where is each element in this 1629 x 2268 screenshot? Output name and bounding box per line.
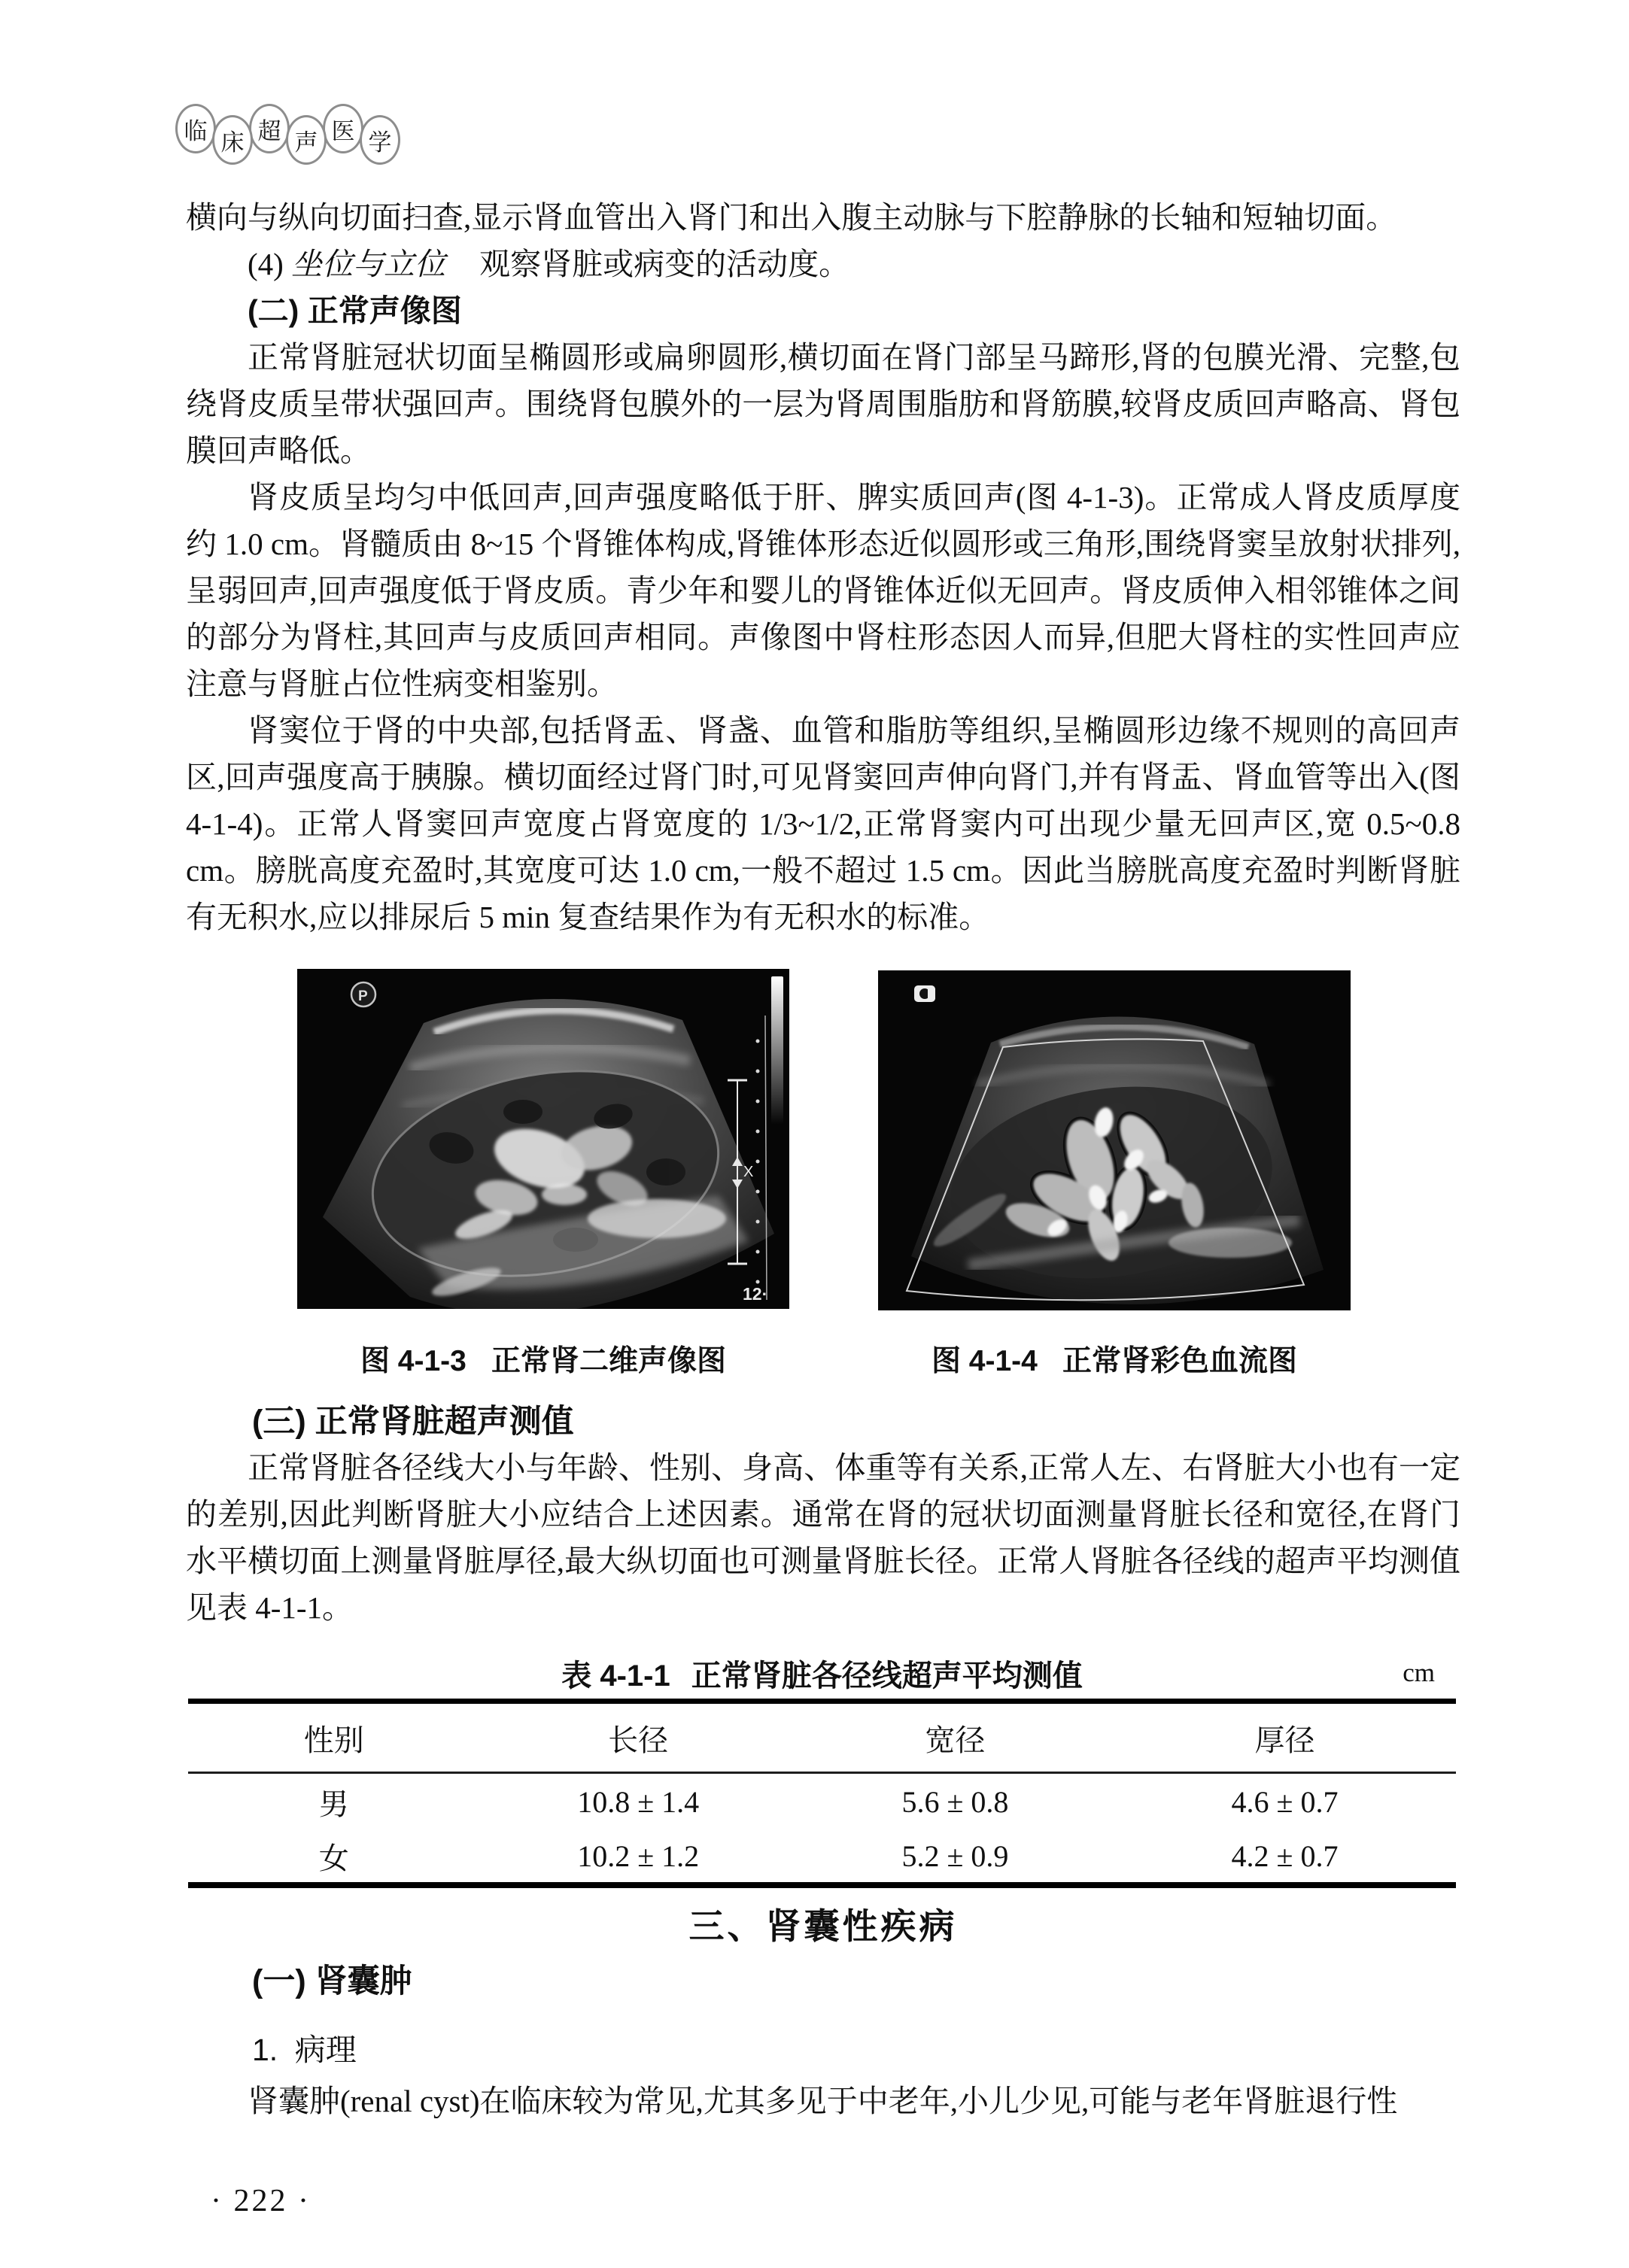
grayscale-bar <box>771 976 783 1124</box>
logo-char-oval <box>360 115 400 165</box>
book-series-logo <box>179 104 400 156</box>
paragraph-measurements <box>186 1444 1460 1631</box>
table-label: 表 4-1-1 <box>561 1659 670 1693</box>
table-header-row <box>188 1704 1456 1774</box>
body-line: 横向与纵向切面扫查,显示肾血管出入肾门和出入腹主动脉与下腔静脉的长轴和短轴切面。 <box>186 200 1397 235</box>
logo-char-oval <box>175 104 216 153</box>
logo-char-oval <box>286 115 327 165</box>
figure-caption-4-1-3 <box>297 1337 789 1380</box>
table-body <box>188 1699 1456 1888</box>
column-header: 厚径 <box>1254 1723 1315 1757</box>
figure-caption-4-1-4 <box>878 1337 1351 1380</box>
depth-label: 12· <box>743 1284 768 1304</box>
figure-ultrasound-color-flow <box>878 970 1351 1310</box>
heading-subsection-1: (一) 肾囊肿 <box>252 1963 412 1999</box>
item-term: 坐位与立位 <box>291 247 446 281</box>
paragraph: 肾窦位于肾的中央部,包括肾盂、肾盏、血管和脂肪等组织,呈椭圆形边缘不规则的高回声区,回声强度高于胰腺。横切面经过肾门时,可见肾窦回声伸向肾门,并有肾盂、肾血管等出入(图 4-1-4)。正常人肾窦回声宽度占肾宽度的 1/3~1/2,正常肾窦内可出现少量无回声区,宽 0.5~0.8 cm。膀胱高度充盈时,其宽度可达 1.0 cm,一般不超过 1.5 cm。因此当膀胱高度充盈时判断肾脏有无积水,应以排尿后 5 min 复查结果作为有无积水的标准。 <box>186 713 1460 934</box>
orientation-p-label: P <box>358 988 368 1004</box>
paragraph-text: 正常肾脏各径线大小与年龄、性别、身高、体重等有关系,正常人左、右肾脏大小也有一定的差别,因此判断肾脏大小应结合上述因素。通常在肾的冠状切面测量肾脏长径和宽径,在肾门水平横切面上测量肾脏厚径,最大纵切面也可测量肾脏长径。正常人肾脏各径线的超声平均测值见表 4-1-1。 <box>186 1450 1460 1625</box>
column-header: 宽径 <box>925 1723 986 1757</box>
logo-char: 声 <box>294 129 318 156</box>
figure-title: 正常肾二维声像图 <box>491 1345 727 1377</box>
table-cell: 10.8 ± 1.4 <box>577 1784 700 1819</box>
table-title: 正常肾脏各径线超声平均测值 <box>691 1659 1083 1693</box>
table-title-row <box>188 1652 1456 1691</box>
figure-ultrasound-2d <box>297 969 789 1309</box>
logo-char: 超 <box>257 117 281 144</box>
item-text: 观察肾脏或病变的活动度。 <box>479 247 850 281</box>
table-row <box>188 1829 1456 1882</box>
table-row <box>188 1774 1456 1829</box>
logo-char-oval <box>323 104 363 153</box>
figure-label: 图 4-1-4 <box>931 1345 1038 1377</box>
pathology-label: 病理 <box>294 2033 357 2067</box>
column-header: 性别 <box>303 1723 364 1757</box>
figure-label: 图 4-1-3 <box>360 1345 467 1377</box>
page-number: · 222 · <box>211 2184 311 2218</box>
ultrasound-color-flow-image <box>878 970 1351 1310</box>
main-text-column <box>186 194 1460 940</box>
pathology-number: 1. <box>252 2033 278 2067</box>
item-number: (4) <box>248 247 292 281</box>
caliper-x-marker: X <box>743 1164 754 1180</box>
heading-pathology <box>252 2025 357 2069</box>
logo-char: 床 <box>220 129 245 156</box>
figure-title: 正常肾彩色血流图 <box>1062 1345 1298 1377</box>
table-cell: 4.6 ± 0.7 <box>1231 1784 1339 1819</box>
table-cell: 女 <box>318 1841 349 1875</box>
logo-char: 医 <box>331 117 355 144</box>
list-item-4 <box>186 241 1460 287</box>
ultrasound-2d-image <box>297 969 789 1309</box>
heading-section-2: (二) 正常声像图 <box>248 293 462 328</box>
heading-section-3: (三) 正常肾脏超声测值 <box>252 1404 574 1440</box>
column-header: 长径 <box>608 1723 669 1757</box>
table-cell: 男 <box>318 1787 349 1821</box>
logo-char: 学 <box>368 129 392 156</box>
paragraph: 肾皮质呈均匀中低回声,回声强度略低于肝、脾实质回声(图 4-1-3)。正常成人肾皮质厚度约 1.0 cm。肾髓质由 8~15 个肾锥体构成,肾锥体形态近似圆形或三角形,围绕肾窦呈放射状排列,呈弱回声,回声强度低于肾皮质。青少年和婴儿的肾锥体近似无回声。肾皮质伸入相邻锥体之间的部分为肾柱,其回声与皮质回声相同。声像图中肾柱形态因人而异,但肥大肾柱的实性回声应注意与肾脏占位性病变相鉴别。 <box>186 480 1460 701</box>
table-cell: 4.2 ± 0.7 <box>1231 1838 1339 1873</box>
table-cell: 5.2 ± 0.9 <box>901 1838 1009 1873</box>
logo-char-oval <box>249 104 290 153</box>
logo-char-oval <box>212 115 253 165</box>
heading-section-iii: 三、肾囊性疾病 <box>688 1906 958 1946</box>
table-unit: cm <box>1403 1658 1435 1687</box>
table-4-1-1 <box>188 1652 1456 1888</box>
paragraph: 正常肾脏冠状切面呈椭圆形或扁卵圆形,横切面在肾门部呈马蹄形,肾的包膜光滑、完整,包绕肾皮质呈带状强回声。围绕肾包膜外的一层为肾周围脂肪和肾筋膜,较肾皮质回声略高、肾包膜回声略低。 <box>186 340 1460 468</box>
logo-char: 临 <box>184 117 208 144</box>
probe-icon <box>914 985 935 1002</box>
table-cell: 5.6 ± 0.8 <box>901 1784 1009 1819</box>
paragraph-renal-cyst <box>186 2078 1460 2124</box>
table-cell: 10.2 ± 1.2 <box>577 1838 700 1873</box>
paragraph-text: 肾囊肿(renal cyst)在临床较为常见,尤其多见于中老年,小儿少见,可能与老年肾脏退行性 <box>248 2084 1398 2118</box>
